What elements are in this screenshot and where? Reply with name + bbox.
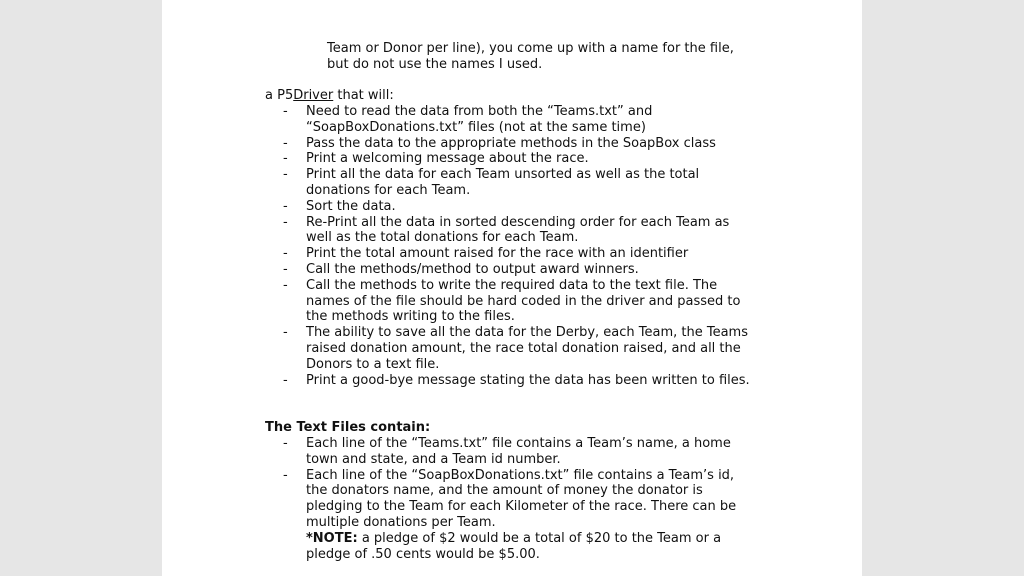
list-item [283,136,750,152]
dash-bullet: - [283,467,288,483]
dash-bullet: - [283,198,288,214]
list-item-line: The ability to save all the data for the Derby, each Team, the Teams [306,325,748,341]
dash-bullet: - [283,436,288,451]
list-item-line: pledging to the Team for each Kilometer of the race. There can be [306,499,737,515]
list-item-line: “SoapBoxDonations.txt” files (not at the same time) [306,119,646,135]
list-item [283,215,750,247]
list-item-line: Donors to a text file. [306,356,440,372]
list-item-line: Print a good-bye message stating the data has been written to files. [306,372,750,388]
list-item [283,278,750,325]
list-item [283,151,750,167]
dash-bullet: - [283,325,288,341]
list-item-line: Print the total amount raised for the race with an identifier [306,246,689,262]
dash-bullet: - [283,246,288,262]
list-item-line: Pass the data to the appropriate methods in the SoapBox class [306,135,716,151]
dash-bullet: - [283,372,288,388]
list-item-line: town and state, and a Team id number. [306,451,561,467]
list-item-line: well as the total donations for each Team. [306,230,579,246]
dash-bullet: - [283,135,288,151]
driver-intro [265,88,394,104]
driver-suffix: that will: [333,88,394,103]
dash-bullet: - [283,104,288,119]
dash-bullet: - [283,277,288,293]
list-item-line: the donators name, and the amount of money the donator is [306,483,703,499]
note-line [306,531,736,547]
list-item [283,199,750,215]
list-item-line: Call the methods to write the required data to the text file. The [306,277,718,293]
dash-bullet: - [283,214,288,230]
driver-requirements-list [283,104,750,388]
list-item-line: Re-Print all the data in sorted descending order for each Team as [306,214,730,230]
dash-bullet: - [283,167,288,183]
driver-prefix: a P5 [265,88,294,103]
list-item [283,262,750,278]
note-label: *NOTE: [306,530,358,546]
list-item-line: pledge of .50 cents would be $5.00. [306,546,540,562]
document-page [162,0,862,576]
note-text: a pledge of $2 would be a total of $20 to the Team or a [357,530,722,546]
dash-bullet: - [283,261,288,277]
list-item-line: Each line of the “Teams.txt” file contains a Team’s name, a home [306,436,731,451]
driver-underlined: Driver [293,88,334,103]
list-item [283,104,750,136]
list-item [283,373,750,389]
list-item-line: Print a welcoming message about the race. [306,151,589,167]
list-item-line: multiple donations per Team. [306,514,496,530]
intro-line: Team or Donor per line), you come up with a name for the file, [327,41,734,56]
list-item-line: Need to read the data from both the “Teams.txt” and [306,104,653,119]
list-item-line: names of the file should be hard coded in the driver and passed to [306,293,741,309]
text-files-list [283,436,736,562]
list-item-line: Sort the data. [306,198,396,214]
list-item-line: donations for each Team. [306,182,471,198]
list-item-line: the methods writing to the files. [306,309,515,325]
intro-line: but do not use the names I used. [327,56,543,72]
list-item [283,167,750,199]
list-item-line: Print all the data for each Team unsorted as well as the total [306,167,700,183]
list-item-line: raised donation amount, the race total donation raised, and all the [306,340,741,356]
intro-paragraph [327,41,734,73]
dash-bullet: - [283,151,288,167]
text-files-heading: The Text Files contain: [265,420,431,435]
list-item-line: Each line of the “SoapBoxDonations.txt” file contains a Team’s id, [306,467,735,483]
list-item [283,325,750,372]
list-item [283,468,736,563]
list-item-line: Call the methods/method to output award winners. [306,261,639,277]
list-item [283,246,750,262]
list-item [283,436,736,468]
